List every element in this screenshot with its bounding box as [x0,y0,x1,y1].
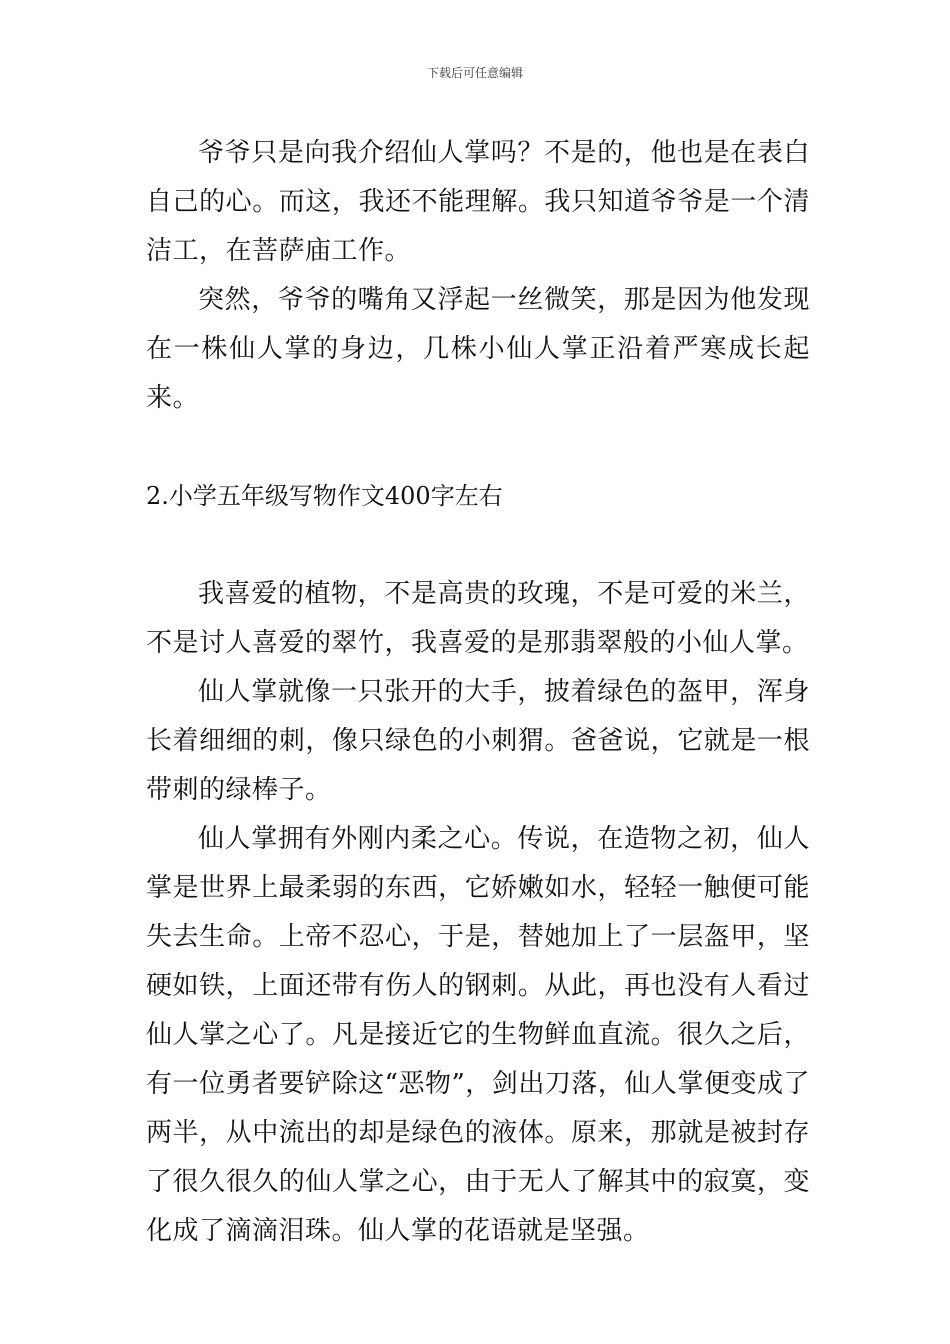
section-heading: 2.小学五年级写物作文400字左右 [146,482,503,510]
paragraph: 突然，爷爷的嘴角又浮起一丝微笑，那是因为他发现在一株仙人掌的身边，几株小仙人掌正沿着严寒成长起来。 [146,285,810,413]
paragraph: 仙人掌拥有外刚内柔之心。传说，在造物之初，仙人掌是世界上最柔弱的东西，它娇嫩如水，轻轻一触便可能失去生命。上帝不忍心，于是，替她加上了一层盔甲，坚硬如铁，上面还带有伤人的钢刺。从此，再也没有人看过仙人掌之心了。凡是接近它的生物鲜血直流。很久之后，有一位勇者要铲除这“恶物”，剑出刀落，仙人掌便变成了两半，从中流出的却是绿色的液体。原来，那就是被封存了很久很久的仙人掌之心，由于无人了解其中的寂寞，变化成了滴滴泪珠。仙人掌的花语就是坚强。 [146,824,810,1246]
paragraph: 我喜爱的植物，不是高贵的玫瑰，不是可爱的米兰，不是讨人喜爱的翠竹，我喜爱的是那翡翠般的小仙人掌。 [146,579,810,658]
page-header-note: 下载后可任意编辑 [426,66,523,80]
paragraph: 爷爷只是向我介绍仙人掌吗？不是的，他也是在表白自己的心。而这，我还不能理解。我只知道爷爷是一个清洁工，在菩萨庙工作。 [146,138,810,266]
paragraph: 仙人掌就像一只张开的大手，披着绿色的盔甲，浑身长着细细的刺，像只绿色的小刺猬。爸爸说，它就是一根带刺的绿棒子。 [146,677,810,805]
document-body [146,129,810,1256]
